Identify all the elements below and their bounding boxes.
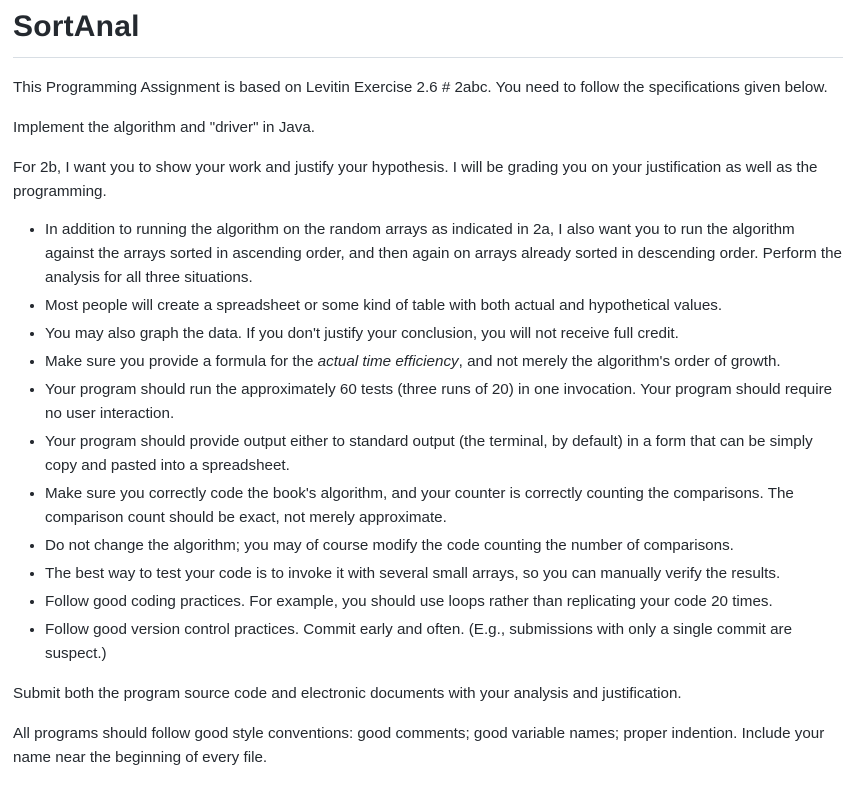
submission-paragraph: Submit both the program source code and electronic documents with your analysis and justification. (13, 685, 682, 702)
style-paragraph: All programs should follow good style conventions: good comments; good variable names; proper indention. Include your name near the beginning of every file. (13, 725, 825, 766)
list-item-text: , and not merely the algorithm's order of growth. (458, 353, 781, 370)
list-item: • Your program should run the approximately 60 tests (three runs of 20) in one invocation. Your program should require no user interaction. (45, 378, 843, 426)
list-item-text: Make sure you provide a formula for the (45, 353, 318, 370)
list-item: • Your program should provide output either to standard output (the terminal, by default) in a form that can be simply copy and pasted into a spreadsheet. (45, 430, 843, 478)
list-item: • Follow good coding practices. For example, you should use loops rather than replicating your code 20 times. (45, 590, 843, 614)
intro-paragraph: This Programming Assignment is based on Levitin Exercise 2.6 # 2abc. You need to follow the specifications given below. (13, 79, 828, 96)
list-item: • Follow good version control practices. Commit early and often. (E.g., submissions with only a single commit are suspect.) (45, 618, 843, 666)
requirements-list (13, 218, 843, 666)
list-item: • In addition to running the algorithm on the random arrays as indicated in 2a, I also want you to run the algorithm against the arrays sorted in ascending order, and then again on arrays already sorted in descending order. Perform the analysis for all three situations. (45, 218, 843, 290)
emphasis-text: actual time efficiency (317, 353, 459, 370)
list-item: • Do not change the algorithm; you may of course modify the code counting the number of comparisons. (45, 534, 843, 558)
list-item: • Most people will create a spreadsheet or some kind of table with both actual and hypothetical values. (45, 294, 843, 318)
list-item: • You may also graph the data. If you don't justify your conclusion, you will not receive full credit. (45, 322, 843, 346)
list-item (45, 350, 843, 374)
justification-paragraph: For 2b, I want you to show your work and justify your hypothesis. I will be grading you on your justification as well as the programming. (13, 159, 818, 200)
list-item: • Make sure you correctly code the book's algorithm, and your counter is correctly counting the comparisons. The comparison count should be exact, not merely approximate. (45, 482, 843, 530)
list-item: • The best way to test your code is to invoke it with several small arrays, so you can manually verify the results. (45, 562, 843, 586)
page-title: SortAnal (13, 0, 843, 58)
language-paragraph: Implement the algorithm and "driver" in Java. (13, 119, 316, 136)
